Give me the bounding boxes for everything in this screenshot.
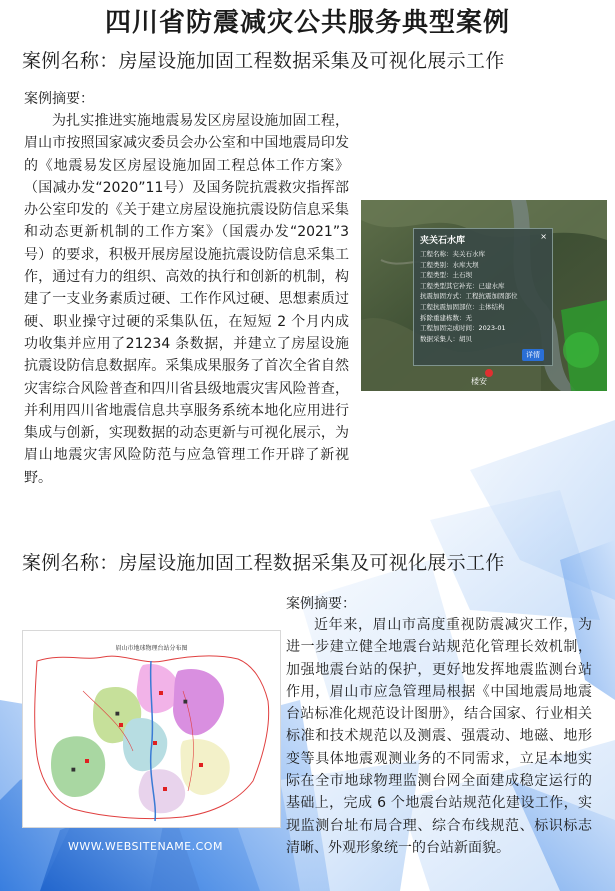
- popup-row: 工程加固完成时间：2023-01: [420, 324, 506, 333]
- case1-abstract-label: 案例摘要：: [24, 91, 94, 107]
- case2-title: 案例名称：房屋设施加固工程数据采集及可视化展示工作: [22, 552, 505, 574]
- map-place-label: 楼安: [471, 377, 487, 386]
- station-map-image: [22, 630, 281, 828]
- popup-row: 工程抗震加固部位：主体结构: [420, 302, 505, 311]
- website-url[interactable]: WWW.WEBSITENAME.COM: [68, 840, 223, 853]
- svg-text:■: ■: [183, 699, 188, 705]
- case2-abstract-text: 近年来，眉山市高度重视防震减灾工作，为进一步建立健全地震台站规范化管理长效机制，加强地震台站的保护，更好地发挥地震监测台站作用，眉山市应急管理局根据《中国地震局地震台站标准化规范设计图册》，结合国家、行业相关标准和技术规范以及测震、强震动、地磁、地形变等具体地震观测业务的不同需求，立足本地实际在全市地球物理监测台网全面建成稳定运行的基础上，完成 6 个地震台站规范化建设工作，实现监测台址布局合理、综合布线规范、标识标志清晰、外观形象统一的台站新面貌。: [286, 617, 592, 856]
- svg-text:■: ■: [115, 711, 120, 717]
- station-map-drawing: [23, 631, 280, 827]
- station-map-title: 眉山市地球物理台站分布图: [115, 645, 188, 652]
- popup-title: 夹关石水库: [420, 236, 466, 246]
- popup-row: 拆除重建栋数：无: [420, 313, 472, 322]
- popup-row: 抗震加固方式：工程抗震加固部位: [420, 292, 518, 301]
- popup-row: 工程类型：土石坝: [420, 271, 472, 280]
- svg-text:■: ■: [71, 767, 76, 773]
- popup-row: 工程名称：夹关石水库: [420, 250, 485, 258]
- satellite-map-image: [361, 200, 607, 391]
- page-title: 四川省防震减灾公共服务典型案例: [104, 8, 510, 38]
- popup-row: 工程类别：水库大坝: [420, 260, 479, 269]
- popup-row: 数据采集人：胡贝: [420, 334, 472, 343]
- popup-close-icon[interactable]: ×: [540, 232, 547, 241]
- case2-abstract-label: 案例摘要：: [286, 596, 356, 612]
- info-popup: [413, 228, 553, 366]
- popup-row: 工程类型其它补充：已建水库: [420, 281, 505, 290]
- case1-title: 案例名称：房屋设施加固工程数据采集及可视化展示工作: [22, 50, 505, 72]
- case1-abstract-text: 为扎实推进实施地震易发区房屋设施加固工程，眉山市按照国家减灾委员会办公室和中国地震局印发的《地震易发区房屋设施加固工程总体工作方案》（国减办发“2020”11号）及国务院抗震救灾指挥部办公室印发的《关于建立房屋设施抗震设防信息采集和动态更新机制的工作方案》（国震办发“2021”3号）的要求，积极开展房屋设施抗震设防信息采集工作，通过有力的组织、高效的执行和创新的机制，构建了一支业务素质过硬、工作作风过硬、思想素质过硬、职业操守过硬的采集队伍，在短短 2 个月内成功收集并应用了21234 条数据，并建立了房屋设施抗震设防信息数据库。采集成果服务了首次全省自然灾害综合风险普查和四川省县级地震灾害风险普查，并利用四川省地震信息共享服务系统本地化应用进行集成与创新，实现数据的动态更新与可视化展示，为眉山地震灾害风险防范与应急管理工作开辟了新视野。: [24, 113, 349, 486]
- popup-detail-button[interactable]: 详情: [522, 349, 544, 361]
